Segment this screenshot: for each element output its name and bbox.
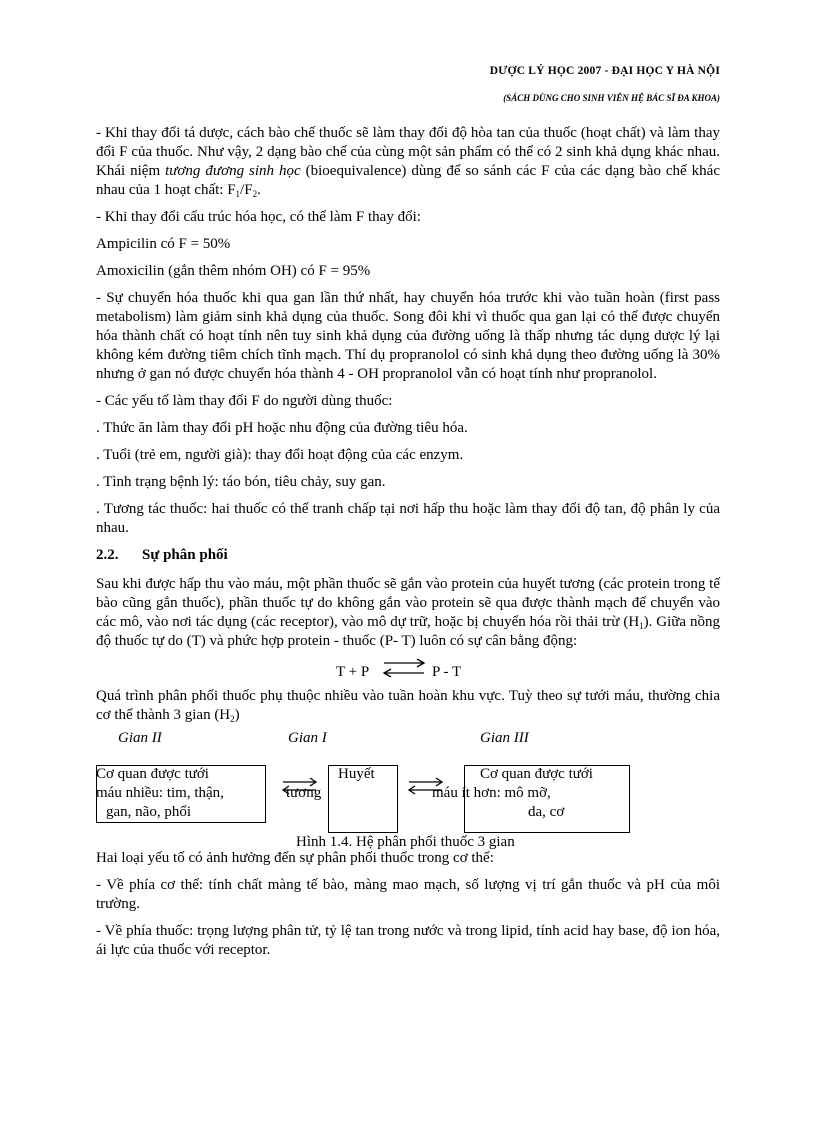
equilibrium-arrows-icon [380,655,428,681]
header-subtitle: (SÁCH DÙNG CHO SINH VIÊN HỆ BÁC SĨ ĐA KHOA) [503,93,720,103]
p11-text-2: ). Giữa nồng độ thuốc tự do (T) và phức hợp protein - thuốc (P- T) luôn có sự cân bằng động: [96,614,720,649]
paragraph-age: . Tuổi (trẻ em, người già): thay đổi hoạt động của các enzym. [96,447,464,463]
paragraph-food: . Thức ăn làm thay đổi pH hoặc nhu động của đường tiêu hóa. [96,420,468,436]
equation-left: T + P [336,664,370,680]
paragraph-chem-structure: - Khi thay đổi cấu trúc hóa học, có thể làm F thay đổi: [96,209,421,225]
paragraph-disease: . Tình trạng bệnh lý: táo bón, tiêu chảy, suy gan. [96,474,386,490]
section-number: 2.2. [96,547,119,563]
p12-text: Quá trình phân phối thuốc phụ thuộc nhiều vào tuần hoàn khu vực. Tuỳ theo sự tưới máu, thường chia cơ thể thành 3 gian (H [96,688,720,723]
paragraph-regional [96,687,720,725]
label-gian-ii: Gian II [118,730,162,746]
p12-sub: 2 [230,714,235,724]
exchange-arrows-left-icon [280,775,320,797]
section-title: Sự phân phối [142,547,228,563]
p1-end: . [257,182,261,198]
paragraph-body-side: - Về phía cơ thể: tính chất màng tế bào, màng mao mạch, số lượng vị trí gắn thuốc và pH của môi trường. [96,877,720,912]
gian-iii-line3: da, cơ [528,804,565,820]
page-header [490,62,720,108]
three-compartment-diagram [96,729,720,849]
p1-sub1: 1 [235,189,241,199]
paragraph-drug-side: - Về phía thuốc: trọng lượng phân tử, tỷ lệ tan trong nước và trong lipid, tính acid hay base, độ ion hóa, ái lực của thuốc với receptor. [96,923,720,958]
paragraph-distribution [96,575,720,651]
label-gian-iii: Gian III [480,730,529,746]
gian-iii-line1: Cơ quan được tưới [480,766,593,782]
paragraph-excipients [96,124,720,200]
gian-i-text: Huyết [338,766,375,782]
gian-ii-line3: gan, não, phổi [106,804,191,820]
p1-sub2: 2 [252,189,258,199]
p11-text: Sau khi được hấp thu vào máu, một phần thuốc sẽ gắn vào protein của huyết tương (các protein trong tế bào cũng gắn thuốc), phần thuốc tự do không gắn vào protein sẽ qua được thành mạch để chuyển vào các mô, vào nơi tác dụng (các receptor), vào mô dự trữ, hoặc bị chuyển hóa rồi thải trừ (H [96,576,720,630]
gian-ii-line2: máu nhiều: tim, thận, [96,785,224,801]
p12-end: ) [234,707,240,723]
bioequivalence-term: tương đương sinh học [165,163,301,179]
paragraph-first-pass: - Sự chuyển hóa thuốc khi qua gan lần thứ nhất, hay chuyển hóa trước khi vào tuần hoàn (first pass metabolism) làm giảm sinh khả dụng của thuốc. Song đôi khi vì thuốc qua gan lại có thể được chuyển hóa thành chất có hoạt tính nên tuy sinh khả dụng của đường uống là thấp nhưng tác dụng dược lý lại không kém đường tiêm chích tĩnh mạch. Thí dụ propranolol có sinh khả dụng theo đường uống là 30% nhưng ở gan nó được chuyển hóa thành 4 - OH propranolol vẫn có hoạt tính như propranolol. [96,290,720,382]
paragraph-interaction: . Tương tác thuốc: hai thuốc có thể tranh chấp tại nơi hấp thu hoặc làm thay đổi độ tan, độ phân ly của nhau. [96,501,720,536]
paragraph-two-factors: Hai loại yếu tố có ảnh hưởng đến sự phân phối thuốc trong cơ thể: [96,850,494,866]
paragraph-amoxicilin: Amoxicilin (gắn thêm nhóm OH) có F = 95% [96,263,371,279]
p1-slash: /F [240,182,253,198]
equilibrium-equation [96,655,720,685]
p1-text-2: (bioequivalence) dùng để so sánh các F của các dạng bào chế khác nhau của 1 hoạt chất: F [96,163,720,198]
figure-caption: Hình 1.4. Hệ phân phối thuốc 3 gian [296,834,515,850]
section-heading [96,546,720,565]
p11-sub: 1 [639,621,644,631]
page-content [96,124,720,968]
gian-i-overflow: tương [286,785,322,801]
equation-right: P - T [432,664,462,680]
paragraph-user-factors: - Các yếu tố làm thay đổi F do người dùng thuốc: [96,393,393,409]
header-title: DƯỢC LÝ HỌC 2007 - ĐẠI HỌC Y HÀ NỘI [489,65,720,77]
gian-iii-line2: máu ít hơn: mô mỡ, [432,785,551,801]
label-gian-i: Gian I [288,730,327,746]
p1-text: - Khi thay đổi tá dược, cách bào chế thuốc sẽ làm thay đổi độ hòa tan của thuốc (hoạt chất) và làm thay đổi F của thuốc. Như vậy, 2 dạng bào chế của cùng một sản phẩm có thể có 2 sinh khả dụng khác nhau. Khái niệm [96,125,720,179]
paragraph-ampicilin: Ampicilin có F = 50% [96,236,231,252]
gian-ii-line1: Cơ quan được tưới [96,766,209,782]
exchange-arrows-right-icon [406,775,446,797]
